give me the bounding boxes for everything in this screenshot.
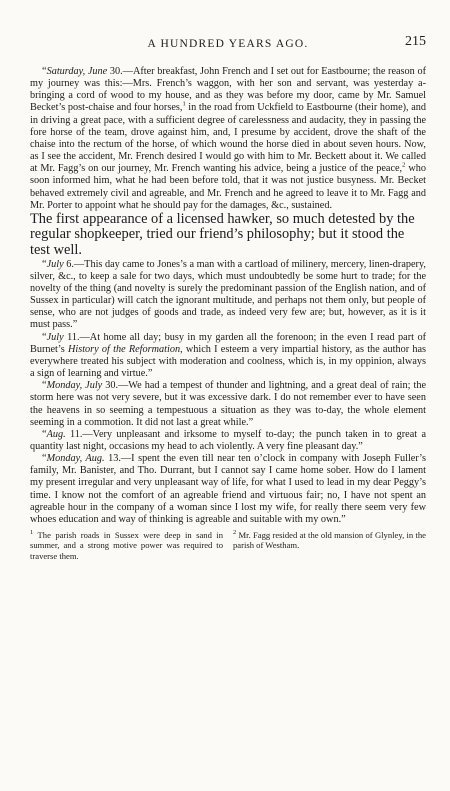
book-page bbox=[30, 34, 426, 561]
diary-entry: “July 11.—At home all day; busy in my garden all the forenoon; in the even I read part of Burnet’s History of the Reformation, which I esteem a very impartial history, as the author has everywhere treated his subject with moderation and coolness, which is, in my oppinion, always a sign of learning and virtue.” bbox=[30, 331, 426, 380]
footnote-ref: 1 bbox=[182, 101, 186, 109]
diary-entry: “Saturday, June 30.—After breakfast, John French and I set out for Eastbourne; the reason of my journey was this:—Mrs. French’s waggon, with her son and servant, was yesterday a-bringing a cord of wood to my house, and as they was before my door, came by Mr. Samuel Becket’s post-chaise and four horses,$^1$ in the road from Uckfield to Eastbourne (their home), and in driving a great pace, with a sufficient degree of carelessness and audacity, they in passing the fore horse of the team, drove against him, and, I presume by accident, drove the shaft of the chaise into the rectum of the horse, of which wound the horse died in about seven hours. Now, as I see the accident, Mr. French desired I would go with him to Mr. Beckett about it. We called at Mr. Fagg’s on our journey, Mr. French wanting his advice, being a justice of the peace,$^2$ who soon informed him, what he had been before told, that it was not justice busyness. Mr. Becket behaved extremely civil and agreable, and Mr. French and he agreed to leave it to Mr. Fagg and Mr. Porter to appoint what he should pay for the damages, &c., sustained. bbox=[30, 66, 426, 211]
diary-entry: “Aug. 11.—Very unpleasant and irksome to myself to-day; the punch taken in to great a quantity last night, occasions my head to ach violently. A very fine pleasant day.” bbox=[30, 428, 426, 452]
entry-date: Saturday, June bbox=[46, 66, 108, 77]
entry-date: Monday, Aug. bbox=[46, 453, 105, 465]
diary-entry: “Monday, Aug. 13.—I spent the even till near ten o’clock in company with Joseph Fuller’s family, Mr. Banister, and Tho. Durrant, but I cannot say I came home sober. How do I lament my present irregular and very unpleasant way of life, for what I used to lead in my dear Peggy’s time. I know not the comfort of an agreable friend and virtuous fair; no, I have not spent an agreable hour in the company of a woman since I lost my wife, for really there seem very few whoes education and way of thinking is agreable and suitable with my own.” bbox=[30, 453, 426, 525]
diary-entry: “July 6.—This day came to Jones’s a man with a cartload of milinery, mercery, linen-drapery, silver, &c., to keep a sale for two days, which must undoubtedly be some hurt to trade; for the novelty of the thing (and novelty is surely the predominant passion of the English nation, and of Sussex in particular) will catch the ignorant multitude, and perhaps not them only, but people of sense, who are not judges of goods and trade, as indeed very few are; but, however, as it is it must pass.” bbox=[30, 258, 426, 331]
footnote: $^1$ The parish roads in Sussex were deep in sand in summer, and a strong motive power was required to traverse them. bbox=[30, 529, 223, 561]
footnote: $^2$ Mr. Fagg resided at the old mansion of Glynley, in the parish of Westham. bbox=[233, 529, 426, 551]
page-body bbox=[30, 66, 426, 561]
entry-date: Aug. bbox=[46, 428, 66, 440]
book-title: History of the Reformation bbox=[67, 343, 181, 355]
diary-entry: “Monday, July 30.—We had a tempest of thunder and lightning, and a great deal of rain; the storm here was not very severe, but it was excessive dark. I do not remember ever to have seen the heavens in so seeming a tempestuous a situation as they was to-day, the whole element seeming in a commotion. It did not last a great while.” bbox=[30, 380, 426, 428]
page-number: 215 bbox=[405, 34, 426, 49]
running-title: A HUNDRED YEARS AGO. bbox=[147, 38, 309, 50]
running-header bbox=[30, 34, 426, 54]
footnotes bbox=[30, 530, 426, 561]
footnote-ref: 2 bbox=[402, 161, 406, 169]
entry-date: July bbox=[46, 331, 64, 343]
entry-date: Monday, July bbox=[46, 380, 103, 392]
entry-date: July bbox=[46, 258, 64, 270]
section-heading: The first appearance of a licensed hawker, so much detested by the regular shopkeeper, tried our friend’s philosophy; but it stood the test well. bbox=[30, 210, 415, 259]
